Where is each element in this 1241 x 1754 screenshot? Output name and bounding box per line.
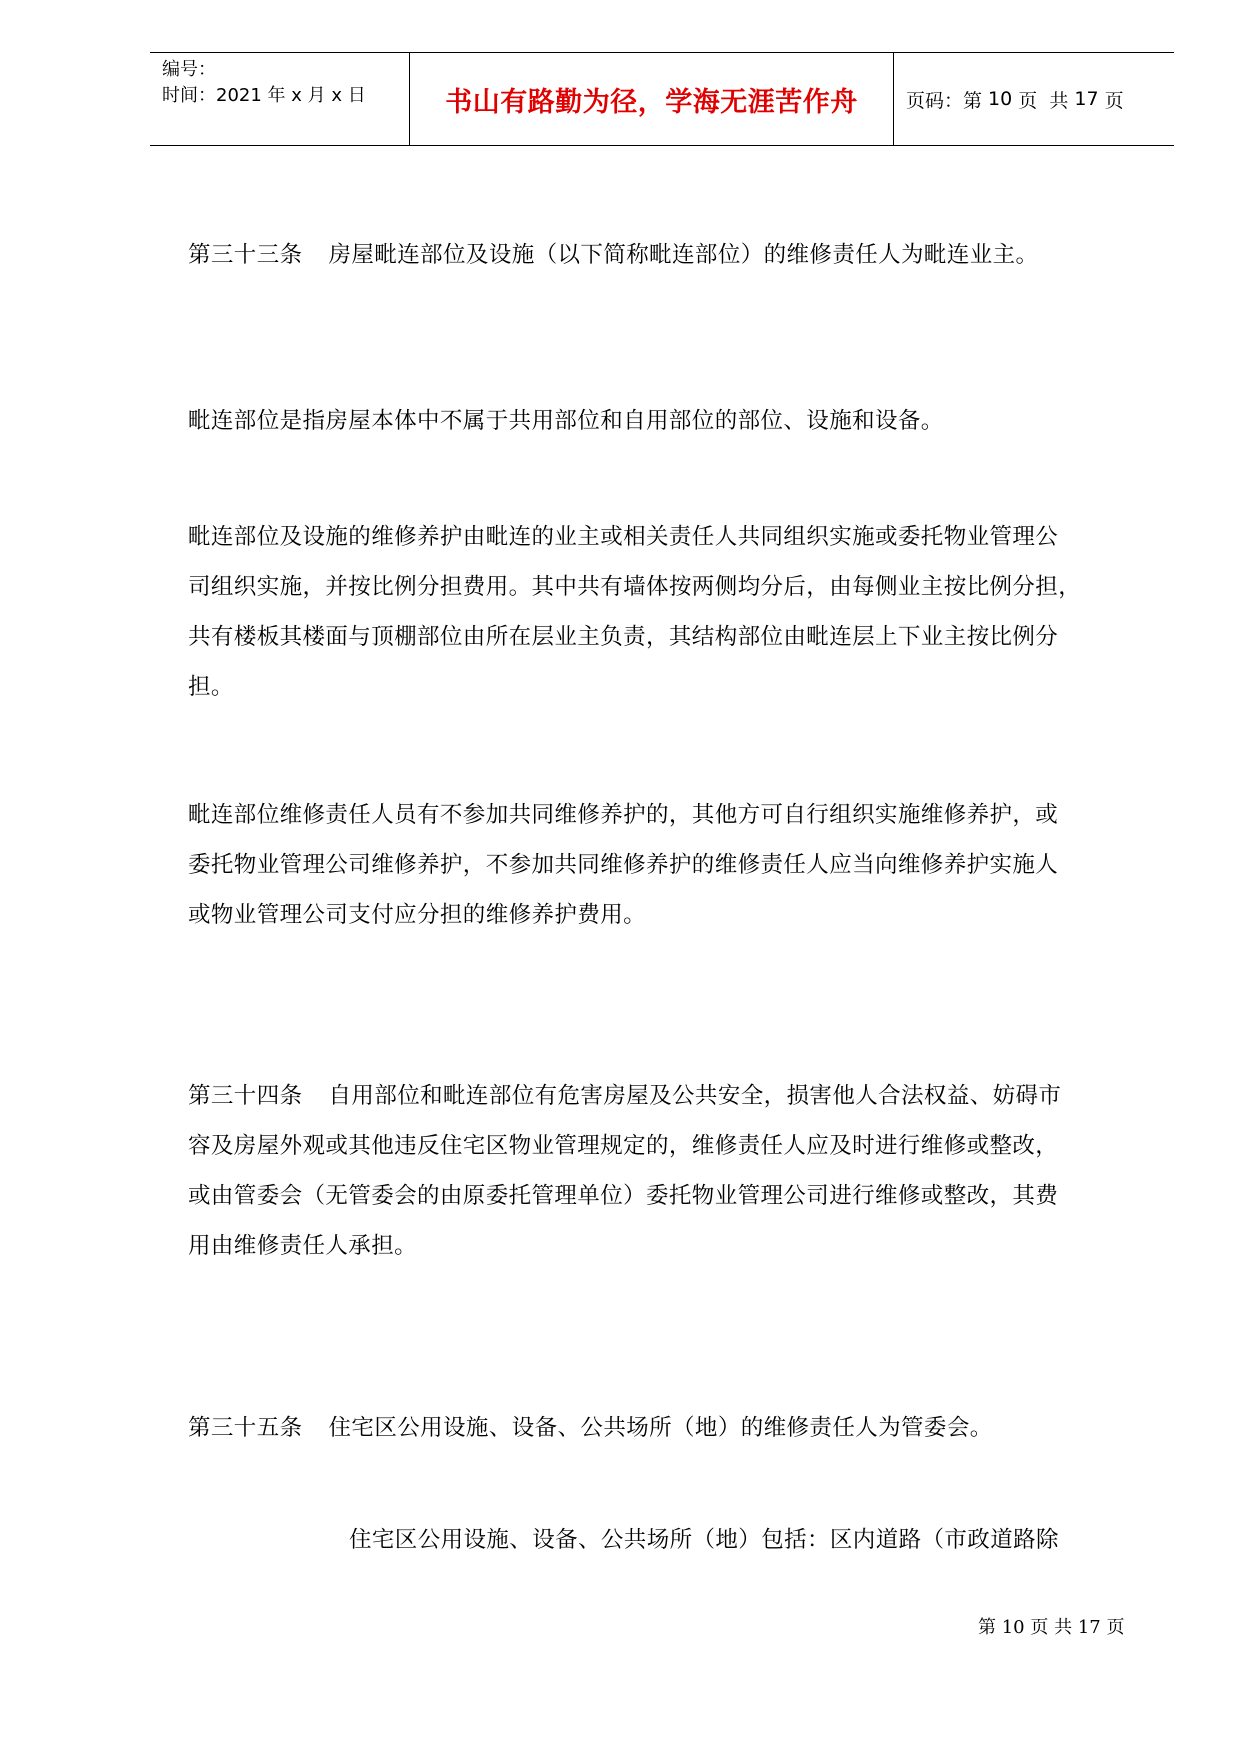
header-page-current: 10	[988, 88, 1013, 110]
header-motto: 书山有路勤为径，学海无涯苦作舟	[410, 53, 894, 145]
paragraph-line: 或由管委会（无管委会的由原委托管理单位）委托物业管理公司进行维修或整改，其费	[188, 1183, 1059, 1209]
paragraph-line: 毗连部位是指房屋本体中不属于共用部位和自用部位的部位、设施和设备。	[188, 408, 944, 434]
paragraph-line: 共有楼板其楼面与顶棚部位由所在层业主负责，其结构部位由毗连层上下业主按比例分	[188, 624, 1059, 650]
document-number-label: 编号：	[162, 59, 216, 80]
paragraph-line: 委托物业管理公司维修养护，不参加共同维修养护的维修责任人应当向维修养护实施人	[188, 852, 1059, 878]
paragraph-line: 住宅区公用设施、设备、公共场所（地）包括：区内道路（市政道路除	[349, 1527, 1059, 1553]
header-page-suffix: 页	[1098, 89, 1124, 112]
header-page-info	[894, 53, 1174, 145]
paragraph-text: 房屋毗连部位及设施（以下简称毗连部位）的维修责任人为毗连业主。	[328, 242, 1039, 268]
footer-suffix: 页	[1100, 1617, 1125, 1638]
paragraph-line: 担。	[188, 674, 234, 700]
article-35	[188, 1403, 1138, 1453]
footer-page-current: 10	[1001, 1617, 1025, 1638]
article-33	[188, 230, 1138, 280]
article-number: 第三十三条	[188, 242, 303, 268]
footer-mid: 页 共	[1024, 1617, 1078, 1638]
paragraph-text: 自用部位和毗连部位有危害房屋及公共安全，损害他人合法权益、妨碍市	[328, 1083, 1062, 1109]
paragraph-line: 毗连部位及设施的维修养护由毗连的业主或相关责任人共同组织实施或委托物业管理公	[188, 524, 1059, 550]
header-meta	[150, 53, 410, 145]
paragraph-line: 或物业管理公司支付应分担的维修养护费用。	[188, 902, 647, 928]
paragraph-line	[188, 1071, 1138, 1121]
header-page-mid: 页 共	[1012, 89, 1075, 112]
paragraph-line	[188, 230, 1138, 280]
document-time-label: 时间：2021 年 x 月 x 日	[162, 85, 366, 106]
page-footer	[978, 1613, 1124, 1639]
header-page-prefix: 页码：第	[906, 89, 989, 112]
paragraph-line: 容及房屋外观或其他违反住宅区物业管理规定的，维修责任人应及时进行维修或整改，	[188, 1133, 1059, 1159]
paragraph-adjoining-maintenance	[188, 512, 1138, 712]
paragraph-line: 用由维修责任人承担。	[188, 1233, 418, 1259]
paragraph-non-participation	[188, 790, 1138, 940]
paragraph-adjoining-definition	[188, 396, 1138, 446]
paragraph-text: 住宅区公用设施、设备、公共场所（地）的维修责任人为管委会。	[328, 1415, 993, 1441]
article-number: 第三十五条	[188, 1415, 303, 1441]
article-34	[188, 1071, 1138, 1271]
header-page-total: 17	[1074, 88, 1099, 110]
paragraph-line: 毗连部位维修责任人员有不参加共同维修养护的，其他方可自行组织实施维修养护，或	[188, 802, 1059, 828]
paragraph-line: 司组织实施，并按比例分担费用。其中共有墙体按两侧均分后，由每侧业主按比例分担，	[188, 574, 1082, 600]
page-header	[150, 52, 1174, 146]
article-number: 第三十四条	[188, 1083, 303, 1109]
paragraph-line	[188, 1403, 1138, 1453]
paragraph-public-facilities	[349, 1515, 1139, 1565]
footer-prefix: 第	[978, 1617, 1002, 1638]
footer-page-total: 17	[1077, 1617, 1101, 1638]
